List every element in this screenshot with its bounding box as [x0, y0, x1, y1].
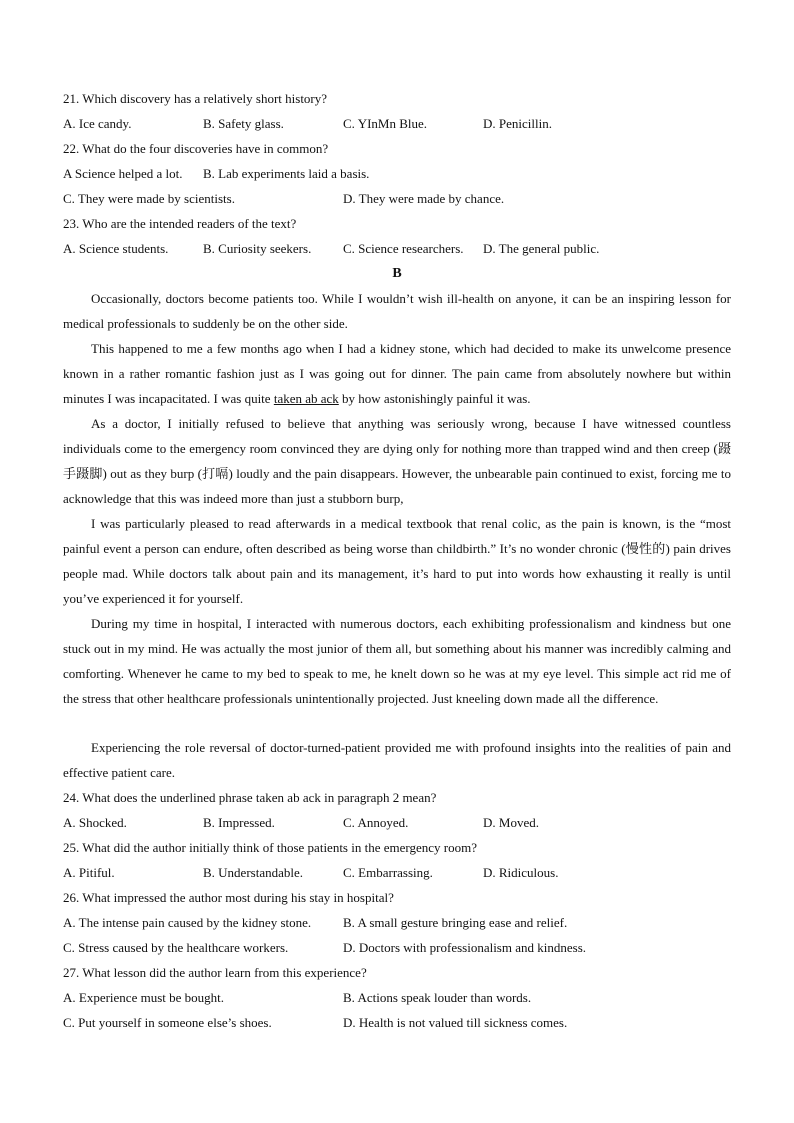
- passage-paragraph-4: I was particularly pleased to read afterwards in a medical textbook that renal colic, as the pain is known, is the “most painful event a person can endure, often described as being worse than childbirth.” It’s no wonder chronic (慢性的) pain drives people mad. While doctors talk about pain and its management, it’s hard to put into words how exhausting it really is until you’ve experienced it for yourself.: [63, 516, 731, 606]
- q23-option-a: A. Science students.: [63, 241, 169, 256]
- q22-option-c: C. They were made by scientists.: [63, 191, 235, 206]
- question-21-stem: 21. Which discovery has a relatively short history?: [63, 91, 328, 106]
- q23-option-d: D. The general public.: [483, 241, 600, 256]
- question-26-stem: 26. What impressed the author most during his stay in hospital?: [63, 890, 394, 905]
- q26-option-c: C. Stress caused by the healthcare workers.: [63, 940, 289, 955]
- q21-option-b: B. Safety glass.: [203, 116, 284, 131]
- q26-option-a: A. The intense pain caused by the kidney stone.: [63, 915, 312, 930]
- q21-option-d: D. Penicillin.: [483, 116, 552, 131]
- q26-option-d: D. Doctors with professionalism and kindness.: [343, 940, 587, 955]
- passage-paragraph-2: This happened to me a few months ago when I had a kidney stone, which had decided to make its unwelcome presence known in a rather romantic fashion just as I was going out for dinner. The pain came from absolutely nowhere but within minutes I was incapacitated. I was quite taken ab ack by how astonishingly painful it was.: [63, 341, 731, 406]
- q26-option-b: B. A small gesture bringing ease and relief.: [343, 915, 568, 930]
- underlined-phrase: taken ab ack: [273, 391, 339, 406]
- passage-paragraph-1: Occasionally, doctors become patients too. While I wouldn’t wish ill-health on anyone, it can be an inspiring lesson for medical professionals to suddenly be on the other side.: [63, 291, 731, 331]
- passage-paragraph-3: As a doctor, I initially refused to believe that anything was seriously wrong, because I have witnessed countless individuals come to the emergency room convinced they are dying only for nothing more than trapped wind and then creep (蹑手蹑脚) out as they burp (打嗝) loudly and the pain disappears. However, the unbearable pain continued to exist, forcing me to acknowledge that this was indeed more than just a stubborn burp,: [63, 416, 731, 506]
- q21-option-a: A. Ice candy.: [63, 116, 132, 131]
- q23-option-c: C. Science researchers.: [343, 241, 464, 256]
- q27-option-a: A. Experience must be bought.: [63, 990, 225, 1005]
- q21-option-c: C. YInMn Blue.: [343, 116, 428, 131]
- passage-paragraph-6: Experiencing the role reversal of doctor-turned-patient provided me with profound insights into the realities of pain and effective patient care.: [63, 740, 731, 780]
- q23-option-b: B. Curiosity seekers.: [203, 241, 312, 256]
- q25-option-d: D. Ridiculous.: [483, 865, 559, 880]
- q27-option-c: C. Put yourself in someone else’s shoes.: [63, 1015, 272, 1030]
- passage-paragraph-5: During my time in hospital, I interacted with numerous doctors, each exhibiting professionalism and kindness but one stuck out in my mind. He was actually the most junior of them all, but something about his manner was incredibly calming and comforting. Whenever he came to my bed to speak to me, he knelt down so he was at my eye level. This simple act rid me of the stress that other healthcare professionals unintentionally projected. Just kneeling down made all the difference.: [63, 616, 731, 706]
- q24-option-d: D. Moved.: [483, 815, 539, 830]
- question-23-stem: 23. Who are the intended readers of the text?: [63, 216, 297, 231]
- q24-option-a: A. Shocked.: [63, 815, 127, 830]
- q25-option-a: A. Pitiful.: [63, 865, 115, 880]
- q22-option-a: A Science helped a lot.: [63, 166, 183, 181]
- section-heading: B: [392, 266, 402, 281]
- question-24-stem: 24. What does the underlined phrase taken ab ack in paragraph 2 mean?: [63, 790, 437, 805]
- question-25-stem: 25. What did the author initially think of those patients in the emergency room?: [63, 840, 477, 855]
- q25-option-b: B. Understandable.: [203, 865, 304, 880]
- question-22-stem: 22. What do the four discoveries have in common?: [63, 141, 329, 156]
- q27-option-b: B. Actions speak louder than words.: [343, 990, 532, 1005]
- q27-option-d: D. Health is not valued till sickness comes.: [343, 1015, 568, 1030]
- q24-option-c: C. Annoyed.: [343, 815, 409, 830]
- question-27-stem: 27. What lesson did the author learn from this experience?: [63, 965, 367, 980]
- q25-option-c: C. Embarrassing.: [343, 865, 433, 880]
- q24-option-b: B. Impressed.: [203, 815, 275, 830]
- q22-option-b: B. Lab experiments laid a basis.: [203, 166, 370, 181]
- q22-option-d: D. They were made by chance.: [343, 191, 505, 206]
